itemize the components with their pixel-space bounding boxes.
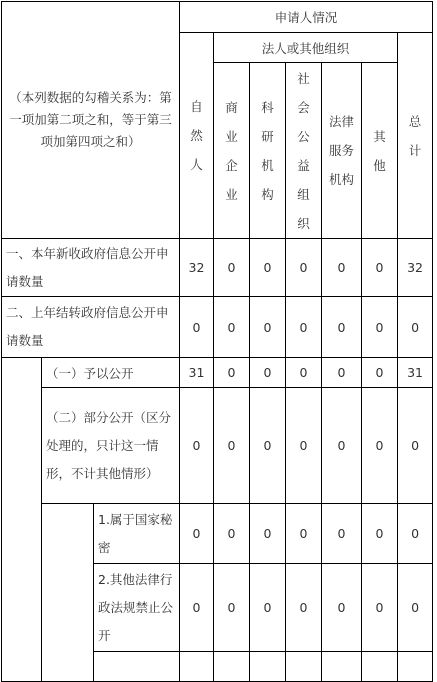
cell-legal-service: 0 [322,297,362,358]
other-header: 其 他 [362,63,398,239]
cell-other: 0 [362,388,398,504]
cell-commercial: 0 [214,239,250,297]
cell-commercial: 0 [214,504,250,564]
column-relationship-note [2,2,180,239]
cell-commercial: 0 [214,297,250,358]
cut-off-cell [94,652,180,682]
cell-commercial: 0 [214,358,250,388]
cut-off-cell [398,652,433,682]
cell-research: 0 [250,388,286,504]
cell-other: 0 [362,504,398,564]
row-label: （一）予以公开 [42,358,180,388]
note-text: （本列数据的勾稽关系为：第一项加第二项之和，等于第三项加第四项之和） [9,90,172,149]
cell-total: 0 [398,564,433,652]
row-label: 2.其他法律行政法规禁止公开 [94,564,180,652]
cell-research: 0 [250,358,286,388]
cut-off-cell [362,652,398,682]
cell-social: 0 [286,239,322,297]
cell-social: 0 [286,297,322,358]
cell-research: 0 [250,504,286,564]
cell-commercial: 0 [214,564,250,652]
cell-natural-person: 0 [180,564,214,652]
natural-person-header: 自 然 人 [180,33,214,239]
cell-research: 0 [250,239,286,297]
cell-legal-service: 0 [322,239,362,297]
government-info-request-table [1,1,433,682]
cell-other: 0 [362,358,398,388]
cell-total: 0 [398,504,433,564]
cell-legal-service: 0 [322,504,362,564]
cut-off-cell [180,652,214,682]
cell-social: 0 [286,504,322,564]
research-institution-header: 科 研 机 构 [250,63,286,239]
cut-off-cell [250,652,286,682]
row-label: （二）部分公开（区分处理的，只计这一情形，不计其他情形） [42,388,180,504]
row-label: 二、上年结转政府信息公开申请数量 [2,297,180,358]
cell-legal-service: 0 [322,388,362,504]
cell-total: 0 [398,388,433,504]
table-row [2,358,433,388]
social-welfare-org-header: 社 会 公 益 组 织 [286,63,322,239]
cell-natural-person: 0 [180,388,214,504]
cell-total: 32 [398,239,433,297]
section-three-indent-cell [2,358,42,682]
cut-off-cell [286,652,322,682]
applicant-situation-header: 申请人情况 [180,2,433,33]
cell-research: 0 [250,297,286,358]
cell-other: 0 [362,564,398,652]
cell-natural-person: 32 [180,239,214,297]
table-row [2,297,433,358]
cell-total: 31 [398,358,433,388]
cell-research: 0 [250,564,286,652]
cell-natural-person: 31 [180,358,214,388]
table-row [2,504,433,564]
total-header: 总 计 [398,33,433,239]
cut-off-cell [322,652,362,682]
cell-other: 0 [362,297,398,358]
cell-social: 0 [286,564,322,652]
cut-off-cell [214,652,250,682]
row-label: 一、本年新收政府信息公开申请数量 [2,239,180,297]
cell-legal-service: 0 [322,358,362,388]
legal-person-group-header: 法人或其他组织 [214,33,398,63]
table-row [2,388,433,504]
cell-legal-service: 0 [322,564,362,652]
table-row [2,239,433,297]
row-label: 1.属于国家秘密 [94,504,180,564]
cell-social: 0 [286,388,322,504]
legal-service-institution-header: 法律 服务 机构 [322,63,362,239]
cell-social: 0 [286,358,322,388]
cell-natural-person: 0 [180,297,214,358]
cell-total: 0 [398,297,433,358]
cell-other: 0 [362,239,398,297]
cell-natural-person: 0 [180,504,214,564]
cell-commercial: 0 [214,388,250,504]
commercial-enterprise-header: 商 业 企 业 [214,63,250,239]
